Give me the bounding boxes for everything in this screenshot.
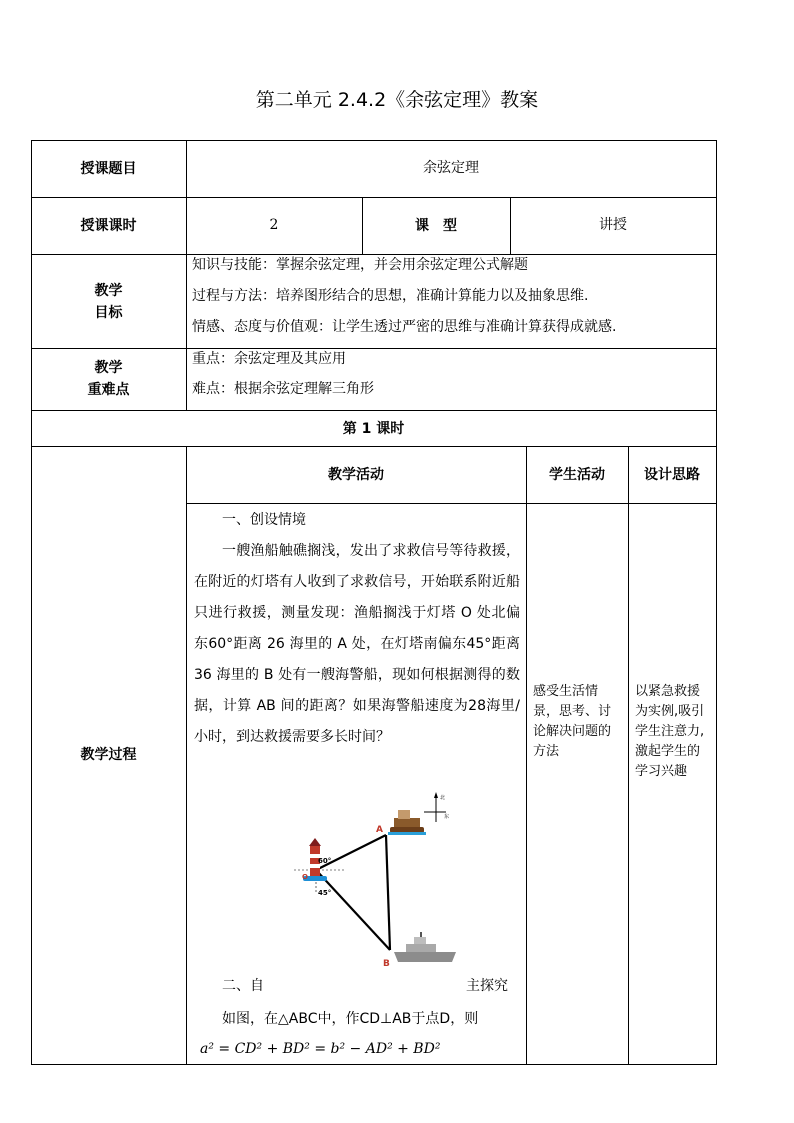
key-point-item: 难点：根据余弦定理解三角形 [192,381,374,397]
point-b-label: B [383,959,390,969]
table-border-right [716,140,717,1065]
session-heading: 第 1 课时 [342,421,405,437]
goals-item: 过程与方法：培养图形结合的思想，准确计算能力以及抽象思维. [192,288,589,304]
section2-text: 如图，在△ABC中，作CD⊥AB于点D，则 [222,1011,479,1027]
row-divider [31,446,717,447]
teaching-activity [194,505,520,753]
section1-title: 一、创设情境 [222,512,306,528]
key-label-line2: 重难点 [87,382,130,398]
compass-east: 东 [444,814,450,820]
compass-icon [424,792,449,822]
topic-label: 授课题目 [80,161,137,177]
lesson-type-label: 课 型 [415,218,457,234]
topic-value: 余弦定理 [423,160,479,176]
compass-north: 北 [440,795,446,801]
section1-text: 一艘渔船触礁搁浅，发出了求救信号等待救援，在附近的灯塔有人收到了求救信号，开始联系附近船只进行救援，测量发现：渔船搁浅于灯塔 O 处北偏东60°距离 26 海里的 A 处，在灯塔南偏东45°距离 36 海里的 B 处有一艘海警船，现如何根据测得的数据，计算 AB 间的距离？如果海警船速度为28海里/小时，到达救援需要多长时间？ [194,543,520,745]
section2-title-left: 二、自 [222,978,264,994]
col-header-student: 学生活动 [549,467,605,483]
design-idea: 以紧急救援为实例,吸引学生注意力,激起学生的学习兴趣 [635,684,705,779]
point-o-label: O [302,873,308,881]
process-label: 教学过程 [80,747,137,763]
goals-item: 知识与技能：掌握余弦定理，并会用余弦定理公式解题 [192,257,528,273]
row-divider [31,410,717,411]
rescue-diagram [290,790,470,970]
goals-label-line1: 教学 [94,283,123,299]
col-divider [186,446,187,1064]
patrol-ship-icon [394,932,456,962]
angle-45-label: 45° [318,889,332,897]
key-points-label [31,357,186,401]
point-a-label: A [376,825,383,835]
key-point-item: 重点：余弦定理及其应用 [192,351,346,367]
hours-value: 2 [269,217,279,233]
goals-label-line2: 目标 [94,305,123,321]
table-border-top [31,140,717,141]
col-header-teaching: 教学活动 [328,467,384,483]
col-divider [526,446,527,1064]
student-activity: 感受生活情景，思考、讨论解决问题的方法 [533,684,612,759]
row-divider [186,503,717,504]
hours-label: 授课课时 [80,218,137,234]
fishing-boat-icon [388,810,426,835]
goals-item: 情感、态度与价值观：让学生透过严密的思维与准确计算获得成就感. [192,319,617,335]
table-border-left [31,140,32,1065]
goals-label [31,280,186,324]
col-header-design: 设计思路 [644,467,700,483]
row-divider [31,197,717,198]
section2-title-right: 主探究 [466,978,508,994]
key-label-line1: 教学 [94,360,123,376]
col-divider [628,446,629,1064]
lesson-type-value: 讲授 [599,217,627,233]
cosine-formula: a² = CD² + BD² = b² − AD² + BD² [200,1041,441,1057]
angle-60-label: 60° [318,857,332,865]
document-title: 第二单元 2.4.2《余弦定理》教案 [255,89,539,111]
